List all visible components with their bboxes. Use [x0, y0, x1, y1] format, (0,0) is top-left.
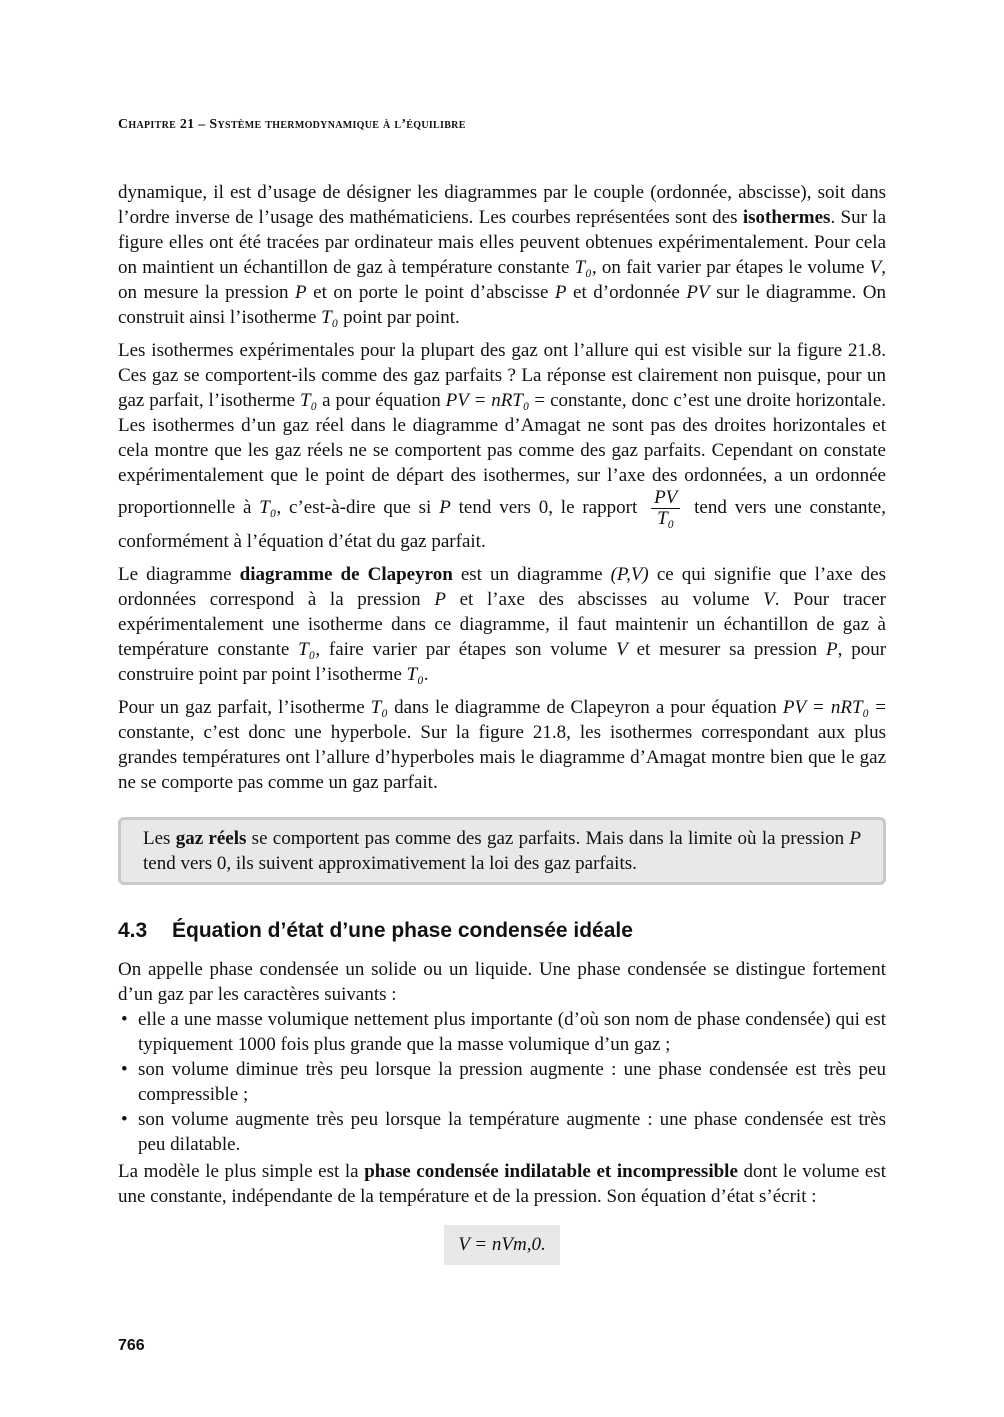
- running-head: Chapitre 21 – Système thermodynamique à l’équilibre: [118, 117, 466, 132]
- paragraph-experimental-isotherms: Les isothermes expérimentales pour la plupart des gaz ont l’allure qui est visible sur la figure 21.8. Ces gaz se comportent-ils comme des gaz parfaits ? La réponse est clairement non puisque, pour un gaz parfait, l’isotherme T₀ a pour équation PV = nRT₀ = constante, donc c’est une droite horizontale. Les isothermes d’un gaz réel dans le diagramme d’Amagat ne sont pas des droites horizontales et cela montre que les gaz réels ne se comportent pas comme des gaz parfaits. Cependant on constate expérimentalement que le point de départ des isothermes, sur l’axe des ordonnées, a un ordonnée proportionnelle à T₀, c’est-à-dire que si P tend vers 0, le rapport $\frac{PV}{\text{T₀}}$ tend vers une constante, conformément à l’équation d’état du gaz parfait.: [118, 340, 886, 552]
- page-body: [118, 180, 886, 1265]
- list-item: • son volume augmente très peu lorsque la température augmente : une phase condensée est très peu dilatable.: [121, 1109, 886, 1155]
- note-box-gaz-reels: [118, 817, 886, 885]
- term-gaz-reels: gaz réels: [175, 828, 247, 849]
- paragraph-modele-simple: La modèle le plus simple est la phase condensée indilatable et incompressible dont le volume est une constante, indépendante de la température et de la pression. Son équation d’état s’écrit :: [118, 1161, 886, 1207]
- note-text: Les gaz réels se comportent pas comme des gaz parfaits. Mais dans la limite où la pression P tend vers 0, ils suivent approximativement la loi des gaz parfaits.: [143, 828, 862, 874]
- term-phase-indilatable: phase condensée indilatable et incompressible: [364, 1161, 738, 1182]
- section-title: Équation d’état d’une phase condensée idéale: [172, 919, 633, 942]
- paragraph-amagat-intro: dynamique, il est d’usage de désigner les diagrammes par le couple (ordonnée, abscisse), soit dans l’ordre inverse de l’usage des mathématiciens. Les courbes représentées sont des isothermes. Sur la figure elles ont été tracées par ordinateur mais elles peuvent obtenues expérimentalement. Pour cela on maintient un échantillon de gaz à température constante T₀, on fait varier par étapes le volume V, on mesure la pression P et on porte le point d’abscisse P et d’ordonnée PV sur le diagramme. On construit ainsi l’isotherme T₀ point par point.: [118, 182, 887, 328]
- section-heading: [118, 919, 886, 943]
- term-diagramme-clapeyron: diagramme de Clapeyron: [239, 564, 453, 585]
- paragraph-clapeyron: Le diagramme diagramme de Clapeyron est un diagramme (P,V) ce qui signifie que l’axe des ordonnées correspond à la pression P et l’axe des abscisses au volume V. Pour tracer expérimentalement une isotherme dans ce diagramme, il faut maintenir un échantillon de gaz à température constante T₀, faire varier par étapes son volume V et mesurer sa pression P, pour construire point par point l’isotherme T₀.: [118, 564, 887, 685]
- list-item: • son volume diminue très peu lorsque la pression augmente : une phase condensée est très peu compressible ;: [121, 1059, 886, 1105]
- fraction-pv-t0: $\frac{PV}{\text{T₀}}$: [651, 488, 680, 529]
- bullet-list: [118, 1007, 886, 1157]
- equation-volume: V = nVm,0.: [444, 1225, 559, 1265]
- section-number: 4.3: [118, 919, 148, 942]
- equation-block: [118, 1225, 886, 1265]
- page-number: 766: [118, 1337, 145, 1354]
- paragraph-phase-condensee: On appelle phase condensée un solide ou un liquide. Une phase condensée se distingue fortement d’un gaz par les caractères suivants :: [118, 959, 886, 1005]
- list-item: • elle a une masse volumique nettement plus importante (d’où son nom de phase condensée) qui est typiquement 1000 fois plus grande que la masse volumique d’un gaz ;: [121, 1009, 886, 1055]
- term-isothermes: isothermes: [742, 207, 831, 228]
- paragraph-hyperbole: Pour un gaz parfait, l’isotherme T₀ dans le diagramme de Clapeyron a pour équation PV = nRT₀ = constante, c’est donc une hyperbole. Sur la figure 21.8, les isothermes correspondant aux plus grandes températures ont l’allure d’hyperboles mais le diagramme d’Amagat montre bien que le gaz ne se comporte pas comme un gaz parfait.: [118, 697, 887, 793]
